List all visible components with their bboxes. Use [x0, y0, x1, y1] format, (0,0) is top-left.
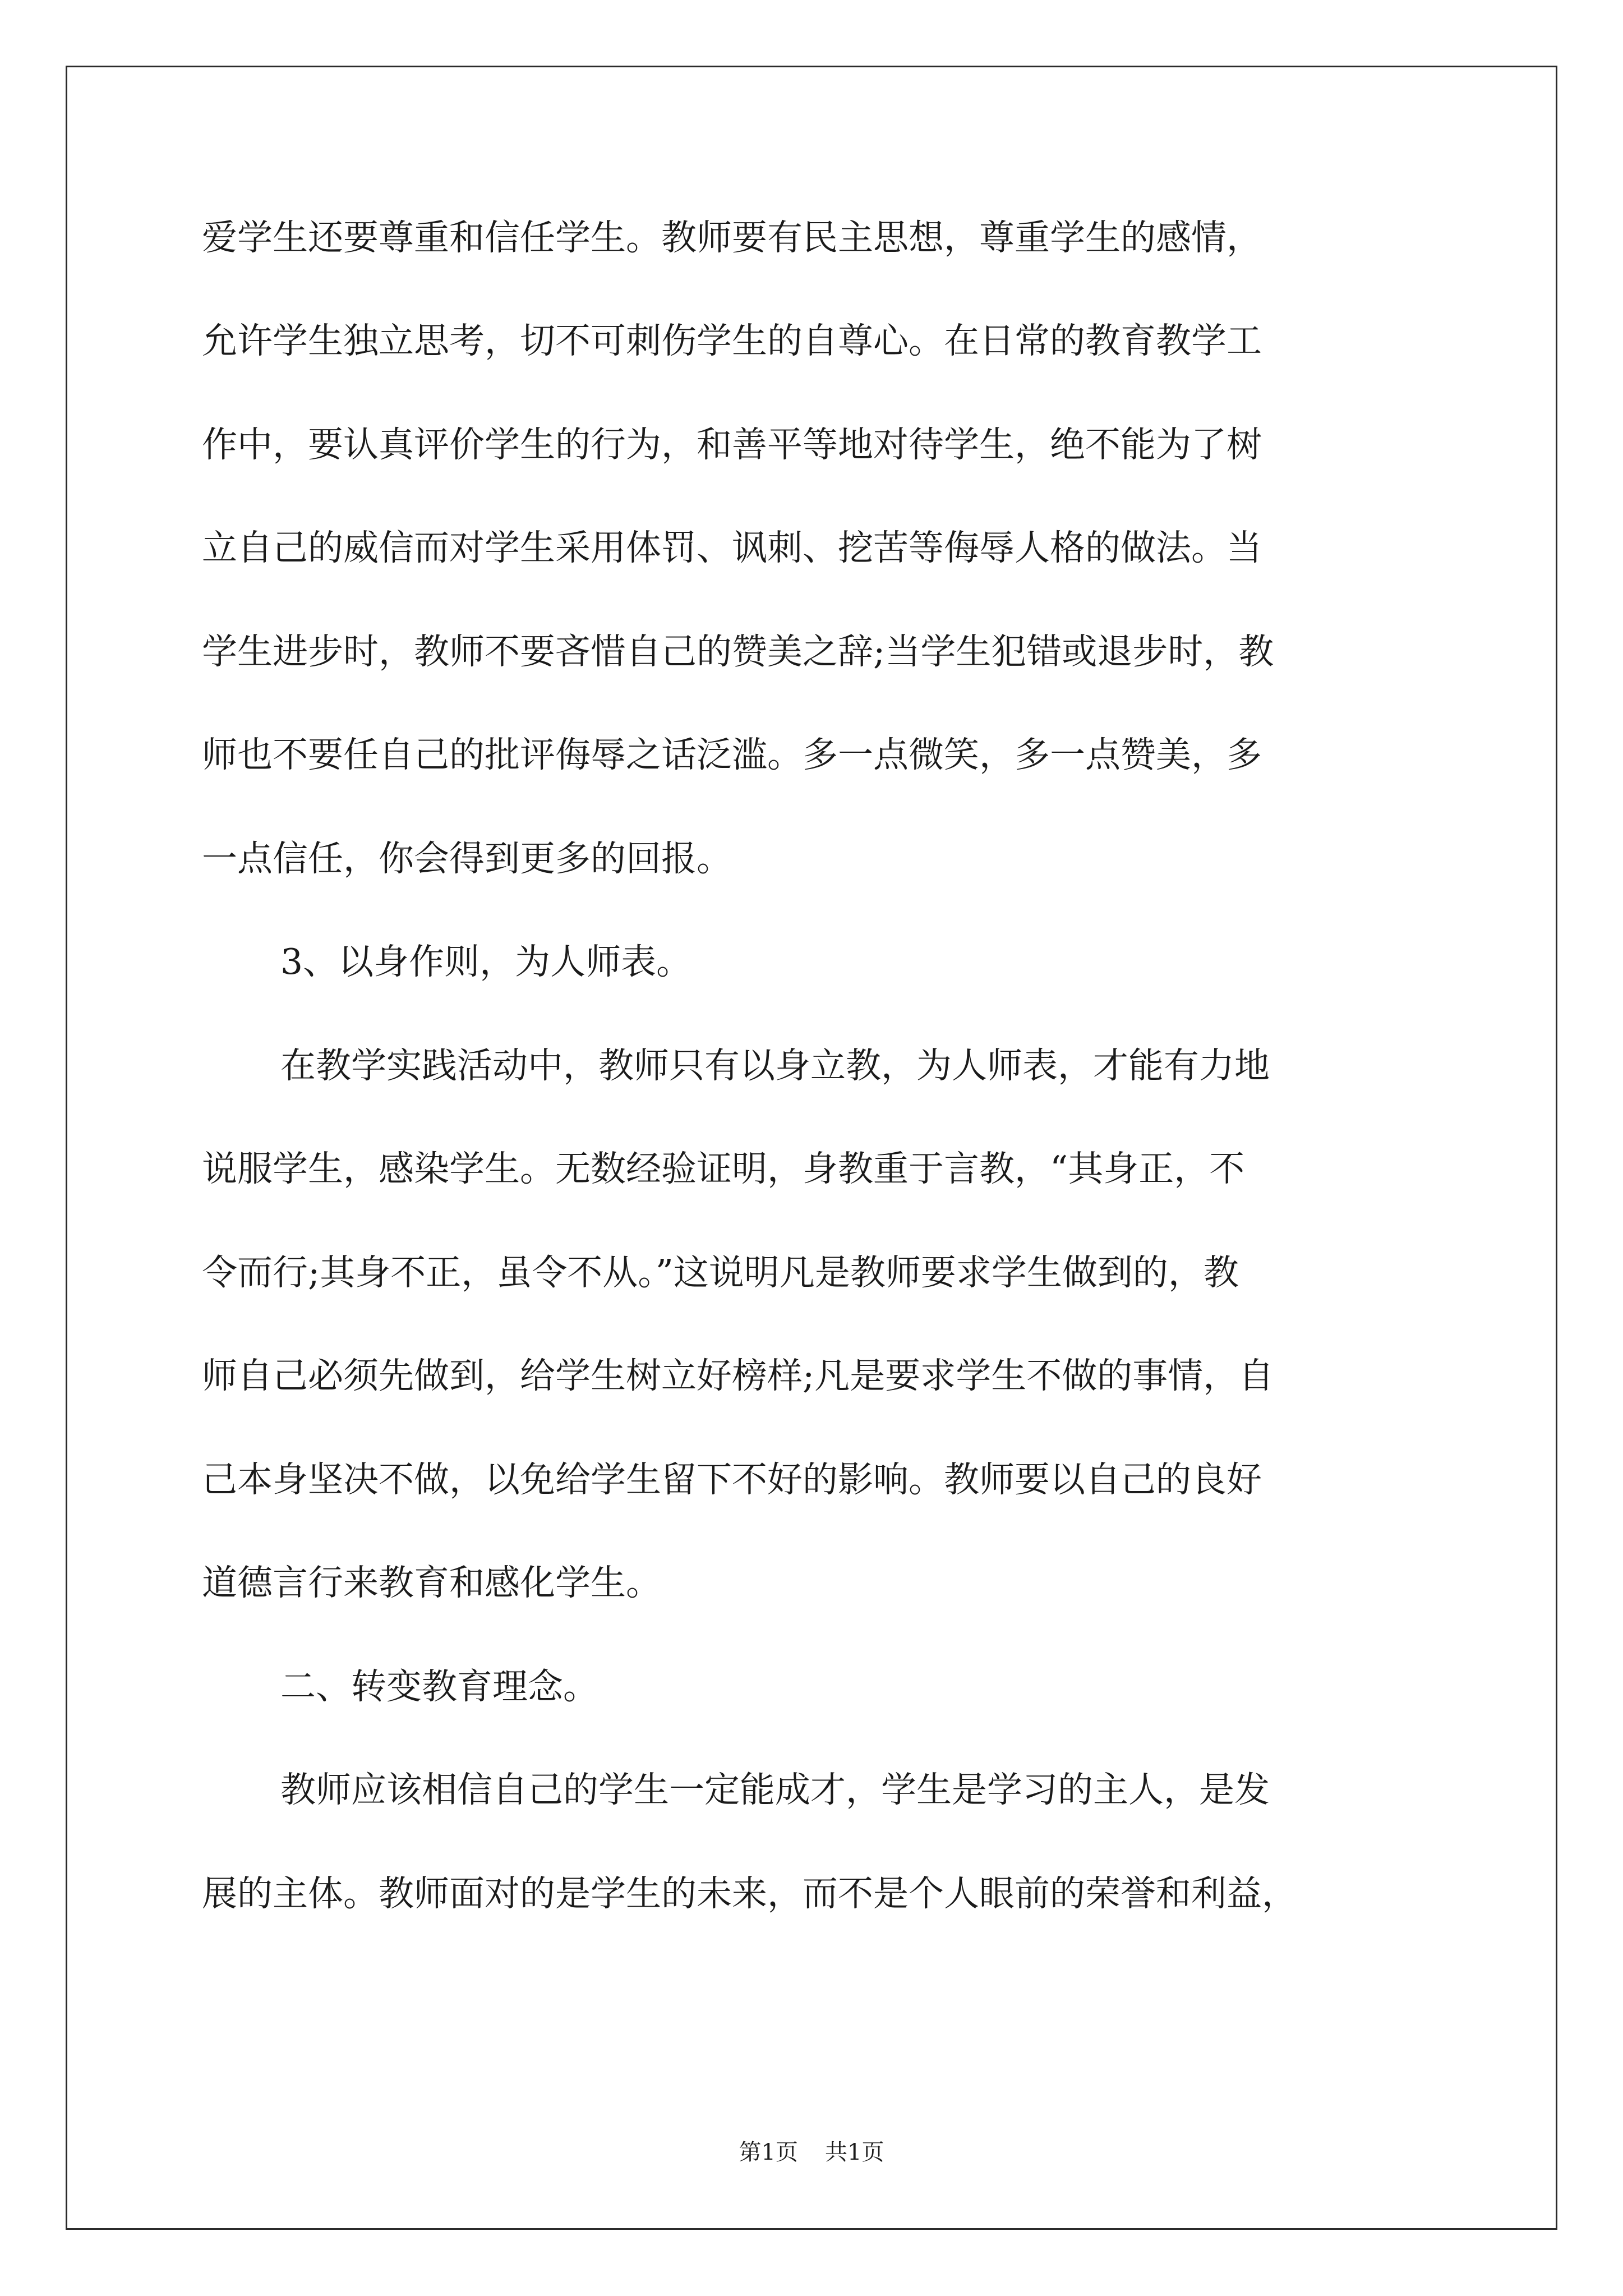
text-line: 作中，要认真评价学生的行为，和善平等地对待学生，绝不能为了树	[202, 424, 1262, 465]
text-line: 师自己必须先做到，给学生树立好榜样;凡是要求学生不做的事情，自	[202, 1355, 1274, 1396]
text-line: 教师应该相信自己的学生一定能成才，学生是学习的主人，是发	[280, 1769, 1270, 1810]
text-line: 说服学生，感染学生。无数经验证明，身教重于言教，“其身正，不	[202, 1148, 1245, 1189]
text-line: 一点信任，你会得到更多的回报。	[202, 838, 732, 879]
text-line: 师也不要任自己的批评侮辱之话泛滥。多一点微笑，多一点赞美，多	[202, 734, 1262, 775]
text-line: 道德言行来教育和感化学生。	[202, 1562, 661, 1603]
page-footer	[0, 2134, 1623, 2166]
page-number: 第1页	[739, 2139, 798, 2165]
text-line: 立自己的威信而对学生采用体罚、讽刺、挖苦等侮辱人格的做法。当	[202, 527, 1262, 568]
text-line: 展的主体。教师面对的是学生的未来，而不是个人眼前的荣誉和利益，	[202, 1873, 1297, 1914]
text-line: 学生进步时，教师不要吝惜自己的赞美之辞;当学生犯错或退步时，教	[202, 631, 1274, 672]
text-line: 在教学实践活动中，教师只有以身立教，为人师表，才能有力地	[280, 1045, 1270, 1086]
text-line: 允许学生独立思考，切不可刺伤学生的自尊心。在日常的教育教学工	[202, 320, 1262, 361]
section-heading: 3、以身作则，为人师表。	[280, 941, 692, 982]
text-line: 己本身坚决不做，以免给学生留下不好的影响。教师要以自己的良好	[202, 1459, 1262, 1500]
text-line: 爱学生还要尊重和信任学生。教师要有民主思想，尊重学生的感情，	[202, 217, 1262, 258]
page-total: 共1页	[825, 2139, 884, 2165]
section-heading: 二、转变教育理念。	[280, 1666, 598, 1707]
text-line: 令而行;其身不正，虽令不从。”这说明凡是教师要求学生做到的，教	[202, 1252, 1239, 1293]
